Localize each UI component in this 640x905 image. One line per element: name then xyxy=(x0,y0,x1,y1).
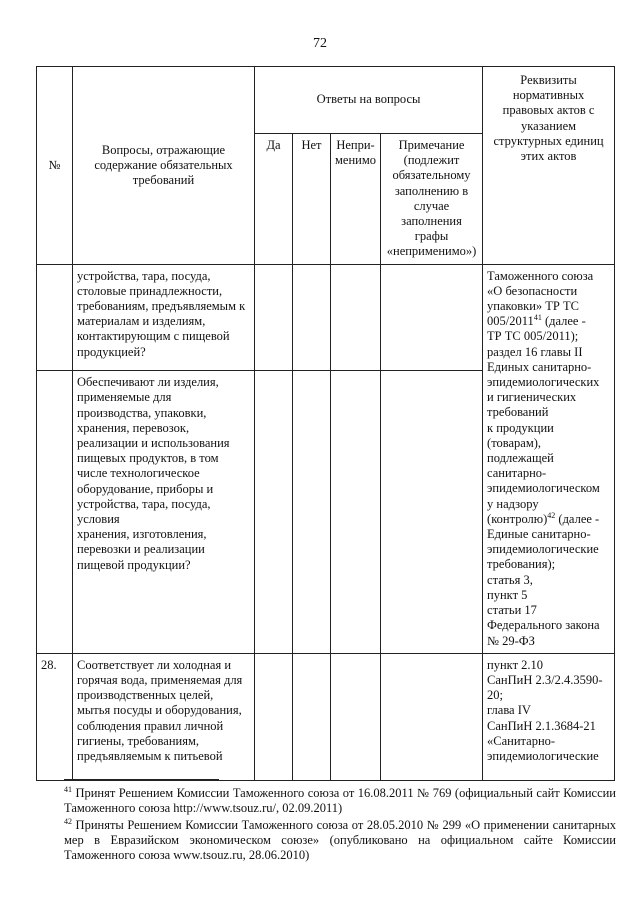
footnote-mark: 42 xyxy=(64,816,72,826)
answer-no-cell[interactable] xyxy=(293,371,331,654)
footnote-text: Принят Решением Комиссии Таможенного союза от 16.08.2011 № 769 (официальный сайт Комиссии Таможенного союза http://www.tsouz.ru/, 02.09.2011) xyxy=(64,786,616,815)
row-num: 28. xyxy=(37,653,73,780)
answer-yes-cell[interactable] xyxy=(255,264,293,371)
row-refs xyxy=(483,264,615,653)
header-num xyxy=(37,67,73,265)
answer-na-cell[interactable] xyxy=(331,264,381,371)
footnotes xyxy=(64,779,616,865)
header-refs: Реквизиты нормативных правовых актов с указанием структурных единиц этих актов xyxy=(483,67,615,265)
row-num xyxy=(37,264,73,371)
table-header-row xyxy=(37,67,615,134)
footnote-divider xyxy=(64,779,219,780)
answer-no-cell[interactable] xyxy=(293,653,331,780)
note-cell[interactable] xyxy=(381,653,483,780)
row-question: Обеспечивают ли изделия, применяемые для производства, упаковки, хранения, перевозок, реализации и использования пищевых продуктов, в том числе технологическое оборудование, приборы и устройства, тара, посуда, условия хранения, изготовления, перевозки и реализации пищевой продукции? xyxy=(73,371,255,654)
header-no: Нет xyxy=(293,134,331,265)
answer-yes-cell[interactable] xyxy=(255,653,293,780)
note-cell[interactable] xyxy=(381,371,483,654)
page-number: 72 xyxy=(313,36,327,51)
refs-part-3: (далее - Единые санитарно- эпидемиологические требования); статья 3, пункт 5 статьи 17 Федерального закона № 29-ФЗ xyxy=(487,511,600,648)
header-na: Непри- менимо xyxy=(331,134,381,265)
header-questions: Вопросы, отражающие содержание обязательных требований xyxy=(73,67,255,265)
footnote-42 xyxy=(64,818,616,863)
row-question: Соответствует ли холодная и горячая вода, применяемая для производственных целей, мытья посуды и оборудования, соблюдения правил личной гигиены, требованиям, предъявляемым к питьевой xyxy=(73,653,255,780)
answer-na-cell[interactable] xyxy=(331,653,381,780)
answer-yes-cell[interactable] xyxy=(255,371,293,654)
header-note: Примечание (подлежит обязательному заполнению в случае заполнения графы «неприменимо») xyxy=(381,134,483,265)
table-row xyxy=(37,653,615,780)
header-num-label: № xyxy=(48,157,61,172)
row-question: устройства, тара, посуда, столовые принадлежности, требованиям, предъявляемым к материалам и изделиям, контактирующим с пищевой продукцией? xyxy=(73,264,255,371)
header-answers-group: Ответы на вопросы xyxy=(255,67,483,134)
answer-na-cell[interactable] xyxy=(331,371,381,654)
row-refs: пункт 2.10 СанПиН 2.3/2.4.3590- 20; глава IV СанПиН 2.1.3684-21 «Санитарно- эпидемиологические xyxy=(483,653,615,780)
footnote-text: Приняты Решением Комиссии Таможенного союза от 28.05.2010 № 299 «О применении санитарных мер в Евразийском экономическом союзе» (опубликовано на официальном сайте Комиссии Таможенного союза www.tsouz.ru, 28.06.2010) xyxy=(64,818,616,862)
header-yes: Да xyxy=(255,134,293,265)
note-cell[interactable] xyxy=(381,264,483,371)
table-row xyxy=(37,264,615,371)
answer-no-cell[interactable] xyxy=(293,264,331,371)
footnote-mark: 41 xyxy=(64,784,72,794)
footnote-41 xyxy=(64,786,616,816)
footnote-ref-41: 41 xyxy=(533,313,542,323)
row-num xyxy=(37,371,73,654)
footnote-ref-42: 42 xyxy=(547,510,556,520)
refs-part-1: Таможенного союза «О безопасности упаковки» ТР ТС 005/2011 xyxy=(487,268,594,329)
checklist-table xyxy=(36,66,615,781)
refs-part-2: (далее - ТР ТС 005/2011); раздел 16 главы II Единых санитарно- эпидемиологических и гигиенических требований к продукции (товарам), подлежащей санитарно- эпидемиологическом у надзору (контролю) xyxy=(487,314,600,526)
